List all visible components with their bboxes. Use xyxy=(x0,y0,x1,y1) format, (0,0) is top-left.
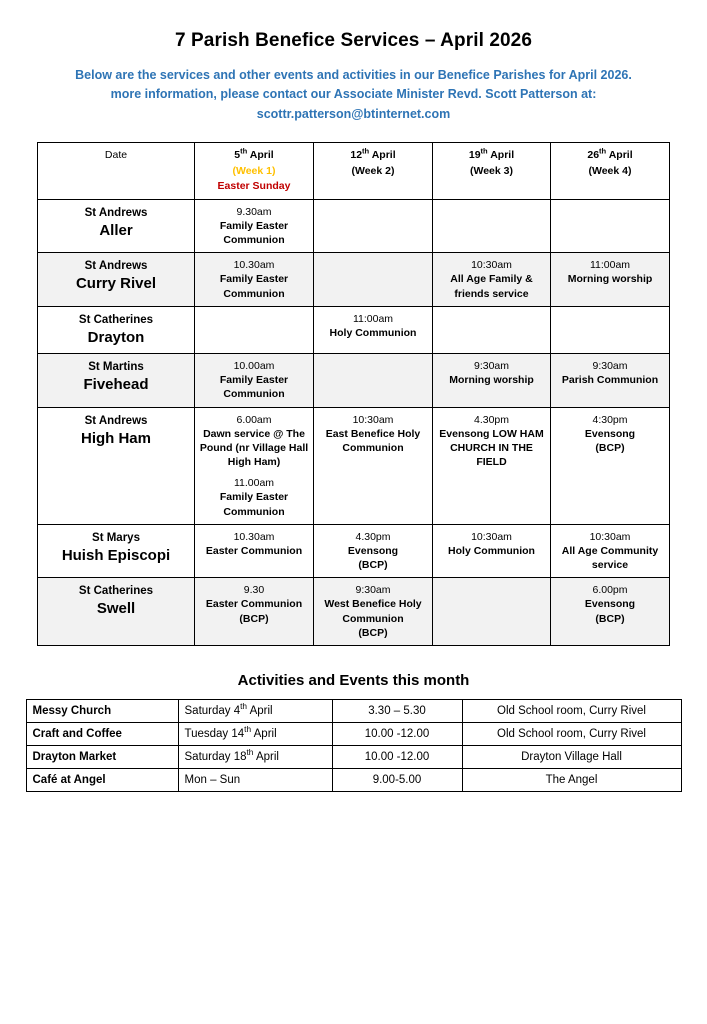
service-cell xyxy=(551,524,670,578)
service-cell xyxy=(551,199,670,253)
service-detail: Family Easter Communion xyxy=(219,374,289,401)
header-date-text: 19th April xyxy=(468,146,515,162)
church-name-cell xyxy=(38,253,195,307)
service-cell xyxy=(195,253,314,307)
service-detail: Evensong xyxy=(584,598,636,611)
header-week-label: (Week 4) xyxy=(588,165,632,178)
event-name: Craft and Coffee xyxy=(26,723,178,746)
church-saint: St Catherines xyxy=(78,585,154,598)
service-cell xyxy=(314,524,433,578)
service-spacer xyxy=(199,469,309,476)
event-location: Old School room, Curry Rivel xyxy=(462,699,681,722)
event-date: Saturday 4th April xyxy=(178,699,332,722)
service-detail: Easter Communion xyxy=(205,598,303,611)
event-row xyxy=(26,769,681,792)
service-time: 9:30am xyxy=(592,360,628,373)
service-cell xyxy=(433,407,551,524)
church-place: Drayton xyxy=(87,328,145,346)
church-saint: St Martins xyxy=(88,361,144,374)
service-cell xyxy=(433,524,551,578)
service-bcp-note: (BCP) xyxy=(358,559,388,572)
page-title: 7 Parish Benefice Services – April 2026 xyxy=(174,30,532,51)
event-row xyxy=(26,746,681,769)
service-detail: Evensong LOW HAM CHURCH IN THE FIELD xyxy=(439,427,544,469)
service-time: 10:30am xyxy=(589,530,631,543)
church-saint: St Andrews xyxy=(84,206,148,219)
service-detail: Holy Communion xyxy=(448,544,535,557)
service-time: 4.30pm xyxy=(355,530,391,543)
event-row xyxy=(26,699,681,722)
table-header-row xyxy=(38,143,670,200)
service-time: 6.00pm xyxy=(592,584,628,597)
service-detail: Evensong xyxy=(347,544,399,557)
header-date-text: 26th April xyxy=(587,146,633,162)
service-time: 9.30am xyxy=(236,205,272,218)
service-cell xyxy=(551,578,670,646)
header-week-3 xyxy=(433,143,551,200)
service-detail: Family Easter Communion xyxy=(219,273,289,300)
service-detail: Morning worship xyxy=(449,374,534,387)
event-date: Tuesday 14th April xyxy=(178,723,332,746)
event-time: 3.30 – 5.30 xyxy=(332,699,462,722)
service-detail: East Benefice Holy Communion xyxy=(325,427,421,454)
service-cell xyxy=(433,253,551,307)
service-time: 9.30 xyxy=(243,584,265,597)
church-name-cell xyxy=(38,407,195,524)
service-cell xyxy=(551,253,670,307)
event-row xyxy=(26,723,681,746)
service-detail: All Age Family & friends service xyxy=(450,273,533,300)
service-cell xyxy=(551,354,670,408)
church-saint: St Andrews xyxy=(84,260,148,273)
service-bcp-note: (BCP) xyxy=(595,612,625,625)
service-cell xyxy=(551,407,670,524)
event-time: 10.00 -12.00 xyxy=(332,723,462,746)
service-time: 10.00am xyxy=(233,360,275,373)
header-date-text: 12th April xyxy=(350,146,396,162)
event-name: Drayton Market xyxy=(26,746,178,769)
service-cell xyxy=(551,306,670,353)
event-location: Old School room, Curry Rivel xyxy=(462,723,681,746)
events-title: Activities and Events this month xyxy=(237,671,470,689)
service-cell xyxy=(314,354,433,408)
table-row xyxy=(38,253,670,307)
service-cell xyxy=(314,578,433,646)
service-time-secondary: 11.00am xyxy=(233,477,275,490)
contact-email: scottr.patterson@btinternet.com xyxy=(256,106,451,121)
header-week-4 xyxy=(551,143,670,200)
header-week-label: (Week 1) xyxy=(232,165,276,178)
church-place: Aller xyxy=(99,221,133,239)
church-place: Fivehead xyxy=(83,376,149,394)
church-name-cell xyxy=(38,578,195,646)
service-time: 10.30am xyxy=(233,259,275,272)
service-detail: All Age Community service xyxy=(561,544,659,572)
header-week-1 xyxy=(195,143,314,200)
intro-line-1: Below are the services and other events and activities in our Benefice Parishes for April 2026. xyxy=(75,68,632,82)
service-detail: Easter Communion xyxy=(205,544,303,557)
event-location: Drayton Village Hall xyxy=(462,746,681,769)
header-week-label: (Week 3) xyxy=(470,165,513,178)
service-cell xyxy=(195,524,314,578)
table-row xyxy=(38,306,670,353)
service-detail: Holy Communion xyxy=(329,326,417,339)
service-time: 10:30am xyxy=(471,530,512,543)
service-detail: Family Easter Communion xyxy=(219,219,289,246)
service-cell xyxy=(314,253,433,307)
service-time: 6.00am xyxy=(236,413,272,426)
service-time: 11:00am xyxy=(352,312,394,325)
service-time: 10:30am xyxy=(352,413,394,426)
service-cell xyxy=(314,407,433,524)
church-place: Huish Episcopi xyxy=(61,546,171,564)
event-date: Mon – Sun xyxy=(178,769,332,792)
event-time: 10.00 -12.00 xyxy=(332,746,462,769)
church-place: Curry Rivel xyxy=(75,275,157,293)
service-detail-secondary: Family Easter Communion xyxy=(219,491,289,518)
church-name-cell xyxy=(38,524,195,578)
service-cell xyxy=(195,306,314,353)
service-cell xyxy=(195,578,314,646)
service-bcp-note: (BCP) xyxy=(358,626,388,639)
events-table xyxy=(26,699,682,792)
service-time: 4:30pm xyxy=(592,413,628,426)
service-cell xyxy=(195,407,314,524)
header-note-label: Easter Sunday xyxy=(217,180,291,193)
table-row xyxy=(38,354,670,408)
header-date-text: 5th April xyxy=(234,146,274,162)
services-schedule-table xyxy=(37,142,670,646)
service-time: 9:30am xyxy=(473,360,510,373)
church-place: High Ham xyxy=(80,429,151,447)
service-cell xyxy=(314,199,433,253)
intro-paragraph xyxy=(28,66,679,124)
service-cell xyxy=(195,199,314,253)
service-time: 10:30am xyxy=(471,259,512,272)
service-detail: Dawn service @ The Pound (nr Village Hall High Ham) xyxy=(199,427,309,469)
service-time: 9:30am xyxy=(355,584,391,597)
church-saint: St Andrews xyxy=(84,414,148,427)
service-detail: Evensong xyxy=(584,427,636,440)
service-detail: West Benefice Holy Communion xyxy=(324,598,422,625)
church-place: Swell xyxy=(96,600,136,618)
event-date: Saturday 18th April xyxy=(178,746,332,769)
header-week-2 xyxy=(314,143,433,200)
service-time: 4.30pm xyxy=(473,413,510,426)
event-name: Messy Church xyxy=(26,699,178,722)
service-time: 11:00am xyxy=(589,259,631,272)
service-cell xyxy=(433,199,551,253)
event-name: Café at Angel xyxy=(26,769,178,792)
event-time: 9.00-5.00 xyxy=(332,769,462,792)
table-row xyxy=(38,524,670,578)
intro-line-2: more information, please contact our Associate Minister Revd. Scott Patterson at: xyxy=(110,87,597,102)
service-bcp-note: (BCP) xyxy=(239,612,269,625)
table-row xyxy=(38,407,670,524)
service-detail: Morning worship xyxy=(567,273,653,286)
service-detail: Parish Communion xyxy=(561,374,659,387)
service-cell xyxy=(433,354,551,408)
church-name-cell xyxy=(38,306,195,353)
event-location: The Angel xyxy=(462,769,681,792)
church-name-cell xyxy=(38,199,195,253)
church-name-cell xyxy=(38,354,195,408)
service-bcp-note: (BCP) xyxy=(595,441,625,454)
header-week-label: (Week 2) xyxy=(351,165,395,178)
church-saint: St Marys xyxy=(92,531,140,544)
service-cell xyxy=(195,354,314,408)
header-date-label: Date xyxy=(38,143,195,200)
service-cell xyxy=(314,306,433,353)
church-saint: St Catherines xyxy=(78,313,154,326)
table-row xyxy=(38,578,670,646)
service-cell xyxy=(433,578,551,646)
service-cell xyxy=(433,306,551,353)
service-time: 10.30am xyxy=(233,530,275,543)
table-row xyxy=(38,199,670,253)
